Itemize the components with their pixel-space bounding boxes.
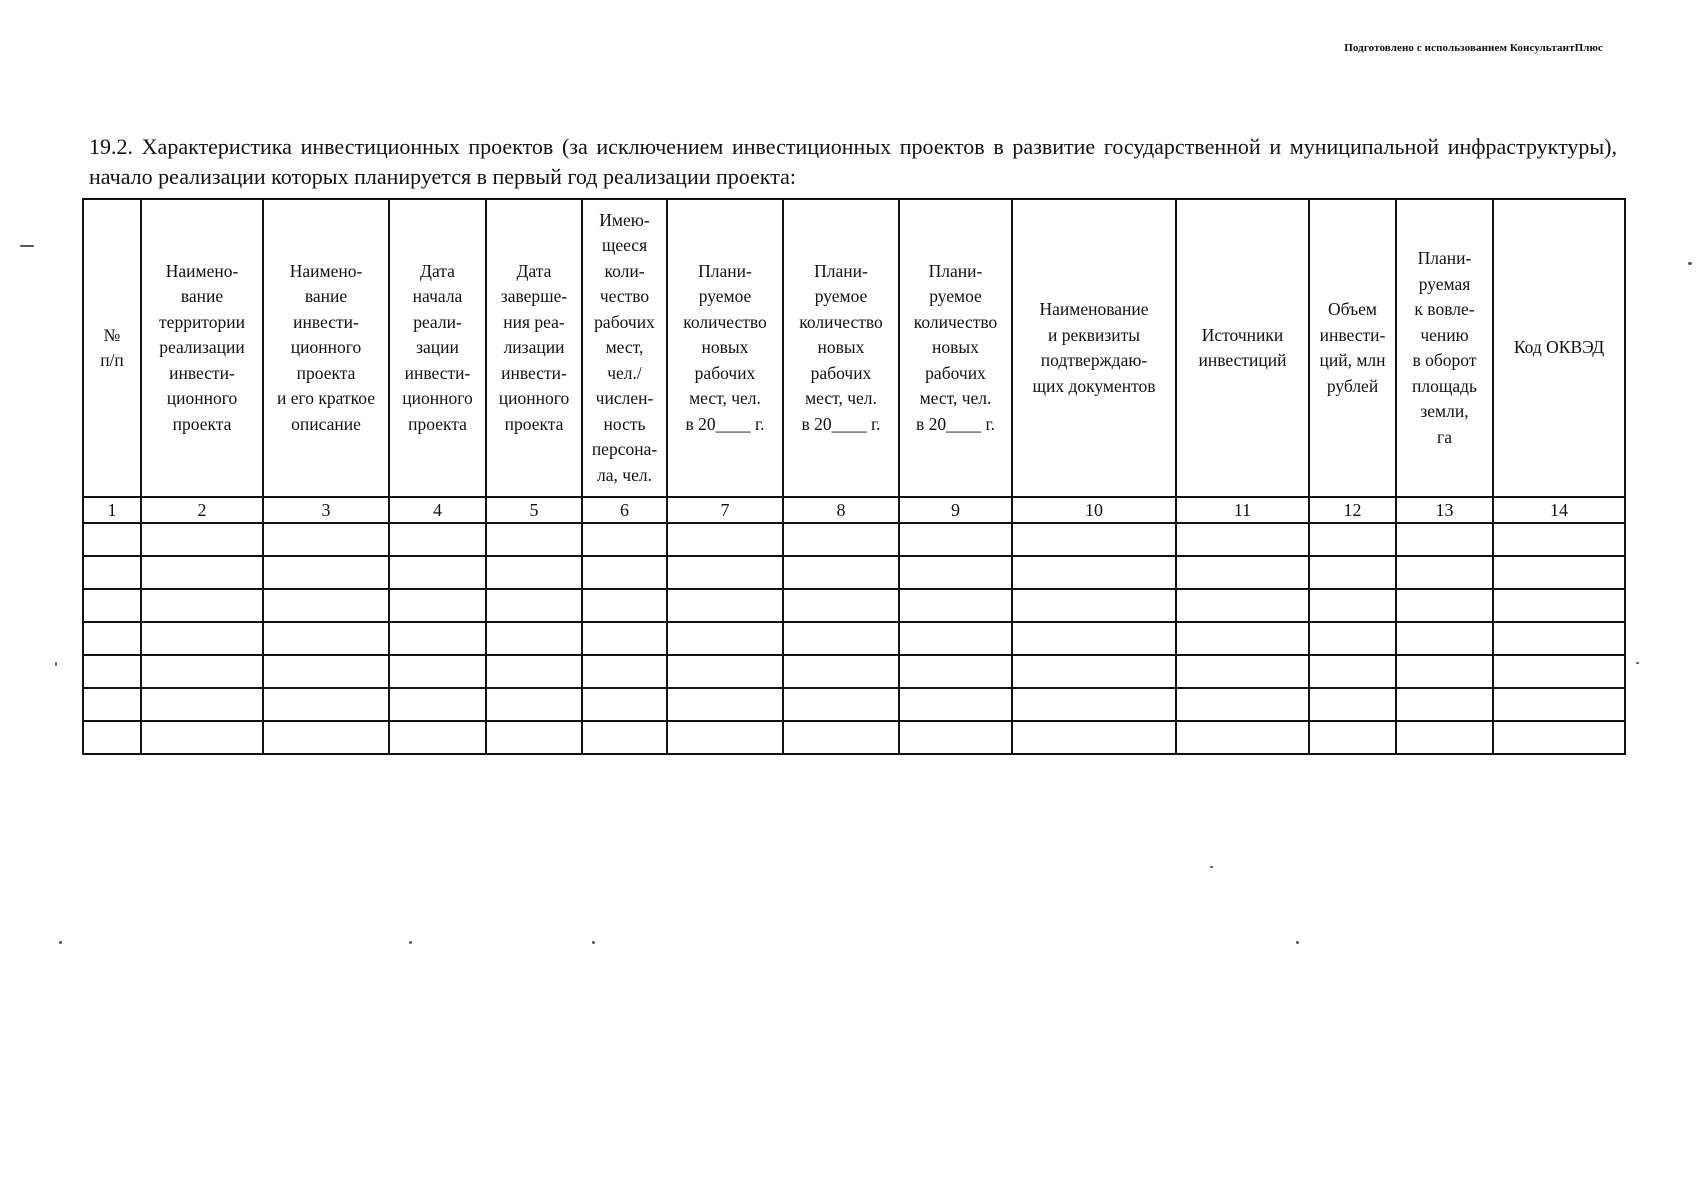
table-row [83,589,1625,622]
table-cell [582,589,667,622]
section-heading: 19.2. Характеристика инвестиционных проектов (за исключением инвестиционных проектов в развитие государственной и муниципальной инфраструктуры), начало реализации которых планируется в первый год реализации проекта: [89,134,1617,189]
column-number: 9 [899,497,1012,523]
table-row [83,523,1625,556]
table-cell [83,589,141,622]
column-header: Источники инвестиций [1176,199,1309,497]
table-cell [1012,721,1176,754]
table-cell [1493,721,1625,754]
table-cell [1176,721,1309,754]
table-cell [667,523,783,556]
table-cell [899,688,1012,721]
scan-speck [1296,941,1299,944]
table-cell [486,721,582,754]
table-cell [1012,688,1176,721]
table-cell [1493,523,1625,556]
table-cell [1309,523,1396,556]
table-cell [783,622,899,655]
table-cell [783,688,899,721]
table-cell [486,655,582,688]
table-cell [263,523,389,556]
table-cell [1176,622,1309,655]
table-cell [582,655,667,688]
column-number: 6 [582,497,667,523]
table-cell [783,556,899,589]
table-cell [1309,721,1396,754]
table-cell [1012,589,1176,622]
table-cell [83,688,141,721]
table-row [83,688,1625,721]
table-cell [1493,688,1625,721]
table-cell [141,721,263,754]
column-number: 11 [1176,497,1309,523]
table-cell [389,622,486,655]
table-cell [141,622,263,655]
column-header: Объем инвести- ций, млн рублей [1309,199,1396,497]
table-cell [141,556,263,589]
column-header: Имею- щееся коли- чество рабочих мест, чел./ числен- ность персона- ла, чел. [582,199,667,497]
table-cell [1396,589,1493,622]
table-cell [83,721,141,754]
column-number: 7 [667,497,783,523]
table-cell [1176,523,1309,556]
table-cell [1176,589,1309,622]
column-header: Наимено- вание инвести- ционного проекта и его краткое описание [263,199,389,497]
column-header: Код ОКВЭД [1493,199,1625,497]
table-cell [389,589,486,622]
table-cell [83,655,141,688]
table-cell [667,688,783,721]
table-cell [582,688,667,721]
table-cell [1493,622,1625,655]
table-cell [1012,556,1176,589]
scan-speck [20,245,34,247]
scan-speck [55,662,57,666]
table-cell [1396,622,1493,655]
table-cell [1396,556,1493,589]
table-cell [486,622,582,655]
table-cell [1493,589,1625,622]
table-cell [486,523,582,556]
column-number: 14 [1493,497,1625,523]
column-header: Дата заверше- ния реа- лизации инвести- ционного проекта [486,199,582,497]
column-header: Плани- руемая к вовле- чению в оборот площадь земли, га [1396,199,1493,497]
column-header: Наимено- вание территории реализации инвести- ционного проекта [141,199,263,497]
table-cell [667,589,783,622]
investment-projects-table [82,198,1626,755]
table-cell [486,556,582,589]
table-cell [1012,622,1176,655]
column-number: 2 [141,497,263,523]
table-cell [582,622,667,655]
table-body [83,523,1625,754]
table-cell [1309,655,1396,688]
table-cell [389,523,486,556]
table-cell [1012,655,1176,688]
table-cell [1396,655,1493,688]
table-cell [389,688,486,721]
table-cell [783,721,899,754]
table-cell [1493,556,1625,589]
table-cell [1309,589,1396,622]
table-cell [582,556,667,589]
scan-speck [592,941,595,944]
table-cell [582,523,667,556]
table-cell [1309,622,1396,655]
table-cell [1176,688,1309,721]
table-cell [899,721,1012,754]
table-cell [1309,688,1396,721]
table-cell [783,589,899,622]
table-cell [582,721,667,754]
column-header: № п/п [83,199,141,497]
table-cell [1396,688,1493,721]
table-cell [667,655,783,688]
table-cell [1176,655,1309,688]
table-cell [263,655,389,688]
column-number: 1 [83,497,141,523]
consultant-plus-note: Подготовлено с использованием КонсультантПлюс [1344,42,1603,54]
table-cell [83,622,141,655]
table-cell [667,721,783,754]
scan-speck [409,941,412,944]
table-row [83,622,1625,655]
table-cell [1176,556,1309,589]
column-number: 4 [389,497,486,523]
table-row [83,556,1625,589]
table-cell [899,622,1012,655]
table-cell [263,688,389,721]
scan-speck [1636,662,1639,664]
column-number: 3 [263,497,389,523]
table-cell [263,721,389,754]
table-cell [389,655,486,688]
table-cell [141,688,263,721]
table-cell [263,556,389,589]
table-cell [141,655,263,688]
table-cell [1012,523,1176,556]
column-header: Наименование и реквизиты подтверждаю- щих документов [1012,199,1176,497]
column-number-row [83,497,1625,523]
table-cell [263,622,389,655]
column-header: Дата начала реали- зации инвести- ционного проекта [389,199,486,497]
column-header: Плани- руемое количество новых рабочих мест, чел. в 20____ г. [899,199,1012,497]
table-row [83,721,1625,754]
table-cell [83,523,141,556]
table-cell [1309,556,1396,589]
scan-speck [1210,866,1213,868]
table-header-row [83,199,1625,497]
table-cell [1493,655,1625,688]
table-cell [667,556,783,589]
table-cell [667,622,783,655]
table-cell [263,589,389,622]
table-cell [783,655,899,688]
table-cell [389,721,486,754]
column-header: Плани- руемое количество новых рабочих мест, чел. в 20____ г. [783,199,899,497]
table-cell [899,655,1012,688]
table-cell [486,688,582,721]
table-cell [899,589,1012,622]
column-number: 10 [1012,497,1176,523]
scan-speck [1688,262,1692,265]
column-number: 12 [1309,497,1396,523]
table-cell [141,523,263,556]
table-cell [783,523,899,556]
table-cell [389,556,486,589]
column-number: 8 [783,497,899,523]
column-number: 13 [1396,497,1493,523]
table-cell [1396,721,1493,754]
table-cell [486,589,582,622]
table-cell [899,556,1012,589]
column-header: Плани- руемое количество новых рабочих мест, чел. в 20____ г. [667,199,783,497]
table-cell [141,589,263,622]
table-cell [83,556,141,589]
scan-speck [59,941,62,944]
column-number: 5 [486,497,582,523]
table-row [83,655,1625,688]
table-cell [1396,523,1493,556]
table-cell [899,523,1012,556]
